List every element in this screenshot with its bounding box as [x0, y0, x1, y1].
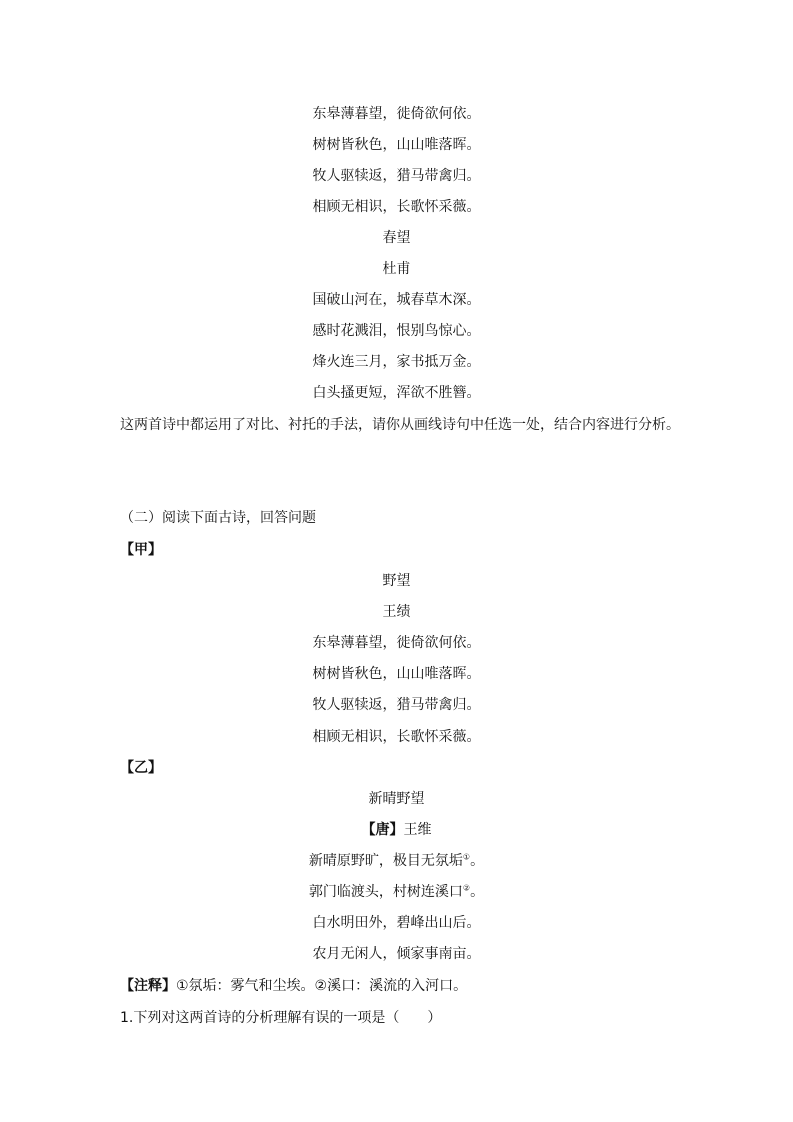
- poem-line-end: 。: [470, 853, 485, 869]
- poem-line-text: 新晴原野旷，极目无氛垢: [308, 853, 463, 869]
- poem-line: 农月无闲人，倾家事南亩。: [312, 946, 481, 962]
- poem-line: 牧人驱犊返，猎马带禽归。: [312, 168, 481, 184]
- note-text: ①氛垢：雾气和尘埃。②溪口：溪流的入河口。: [176, 978, 468, 994]
- poem-line: 感时花溅泪，恨别鸟惊心。: [312, 323, 481, 339]
- poem-author: 王绩: [382, 604, 411, 620]
- poem-line-end: 。: [470, 884, 485, 900]
- label-yi: 【乙】: [120, 760, 162, 776]
- note-label: 【注释】: [120, 978, 176, 994]
- poem-title: 春望: [382, 230, 411, 246]
- poem-author: 杜甫: [382, 261, 411, 277]
- poem-line: 烽火连三月，家书抵万金。: [312, 354, 481, 370]
- footnote-mark: ①: [462, 852, 471, 862]
- poem-author-line: [0, 821, 793, 839]
- question-1: 1.下列对这两首诗的分析理解有误的一项是（ ）: [120, 1010, 442, 1026]
- poem-line: 东皋薄暮望，徙倚欲何依。: [312, 635, 481, 651]
- label-jia: 【甲】: [120, 542, 162, 558]
- poem-line: 白水明田外，碧峰出山后。: [312, 915, 481, 931]
- annotation-note: [120, 977, 467, 995]
- poem-line-text: 郭门临渡头，村树连溪口: [308, 884, 463, 900]
- footnote-mark: ②: [462, 883, 471, 893]
- poem-line: [0, 852, 793, 870]
- poem-title: 野望: [382, 573, 411, 589]
- poem-title: 新晴野望: [368, 791, 425, 807]
- poem-author: 王维: [403, 822, 432, 838]
- question-text: 这两首诗中都运用了对比、衬托的手法，请你从画线诗句中任选一处，结合内容进行分析。: [120, 417, 680, 433]
- poem-line: 树树皆秋色，山山唯落晖。: [312, 137, 481, 153]
- poem-line: [0, 883, 793, 901]
- poem-line: 相顾无相识，长歌怀采薇。: [312, 199, 481, 215]
- poem-line: 树树皆秋色，山山唯落晖。: [312, 666, 481, 682]
- poem-line: 国破山河在，城春草木深。: [312, 292, 481, 308]
- section-heading: （二）阅读下面古诗，回答问题: [120, 510, 316, 526]
- poem-line: 东皋薄暮望，徙倚欲何依。: [312, 106, 481, 122]
- poem-line: 牧人驱犊返，猎马带禽归。: [312, 697, 481, 713]
- poem-line: 相顾无相识，长歌怀采薇。: [312, 729, 481, 745]
- poem-dynasty: 【唐】: [361, 822, 404, 838]
- poem-line: 白头搔更短，浑欲不胜簪。: [312, 385, 481, 401]
